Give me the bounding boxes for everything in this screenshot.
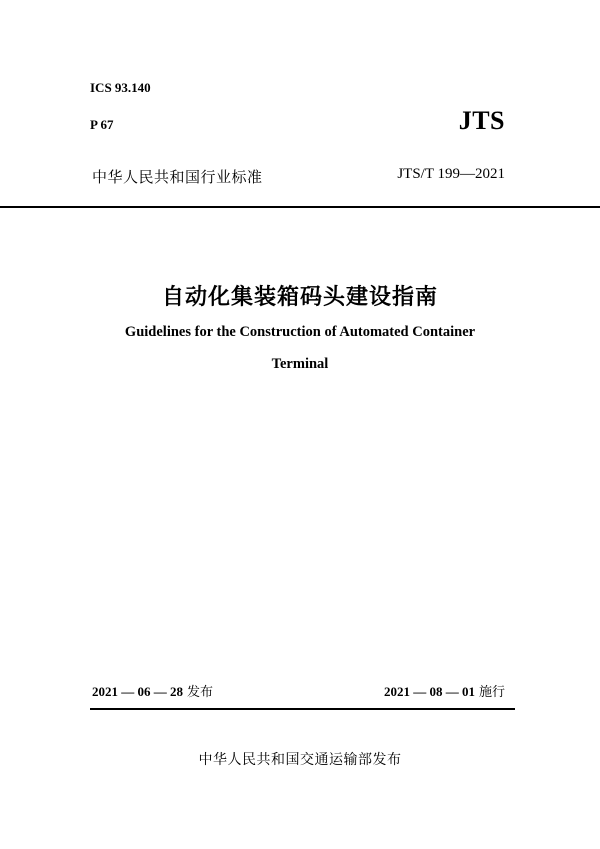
top-divider [0,206,600,208]
title-chinese: 自动化集装箱码头建设指南 [161,285,438,310]
implement-label: 施行 [478,685,505,700]
bottom-divider [90,708,515,710]
ics-code: ICS 93.140 [90,80,151,95]
title-english-line1: Guidelines for the Construction of Automated Container [124,324,476,340]
standard-type: 中华人民共和国行业标准 [92,168,263,186]
issue-label: 发布 [187,685,214,700]
standard-number: JTS/T 199—2021 [397,166,505,182]
title-english-line2: Terminal [271,356,329,372]
implement-date-value: 2021 — 08 — 01 [383,684,475,699]
implement-date [384,681,505,700]
classification-code: P 67 [90,117,114,132]
standard-brand: JTS [458,106,505,135]
publisher: 中华人民共和国交通运输部发布 [198,752,402,768]
issue-date-value: 2021 — 06 — 28 [92,684,183,699]
issue-date [92,681,213,700]
